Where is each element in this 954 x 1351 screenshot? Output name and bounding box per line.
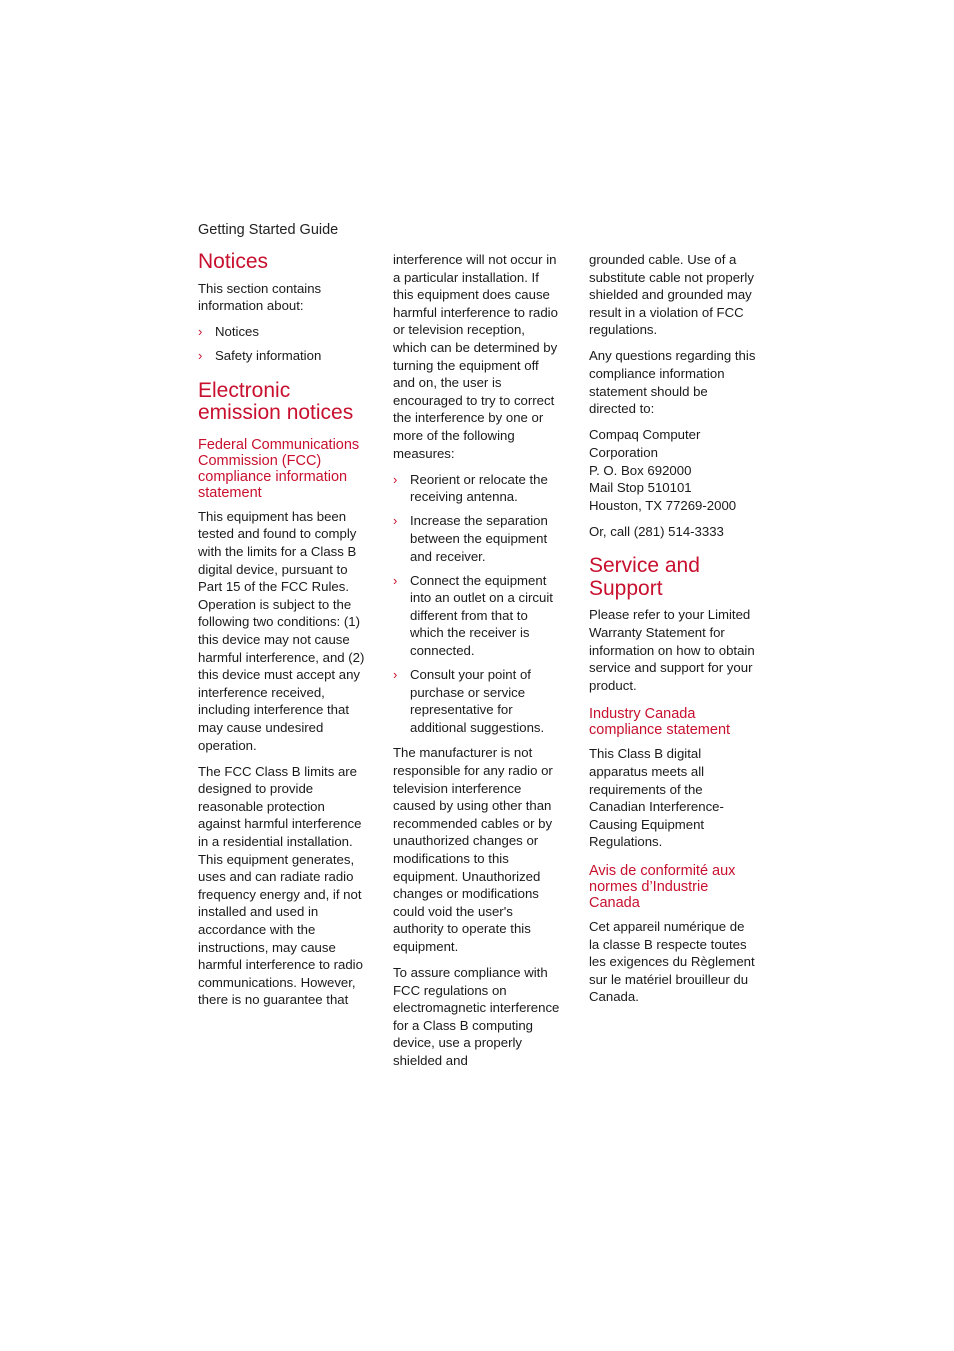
list-item-label: Consult your point of purchase or service representative for additional suggestions. [410,667,545,735]
list-item [393,572,561,660]
column-3 [589,251,757,1014]
contents-list [198,323,366,365]
list-item [198,347,366,365]
list-item-label: Safety information [215,348,322,364]
compliance-paragraph: To assure compliance with FCC regulations on electromagnetic interference for a Class B computing device, use a properly shielded and [393,965,560,1069]
measures-list [393,471,561,737]
manufacturer-paragraph: The manufacturer is not responsible for any radio or television interference caused by using other than recommended cables or by unauthorized changes or modifications to this equipment. Unauthorized changes or modifications could void the user's authority to operate this equipment. [393,745,553,954]
interference-paragraph: interference will not occur in a particular installation. If this equipment does cause harmful interference to radio or television reception, which can be determined by turning the equipment off and on, the user is encouraged to try to correct the interference by one or more of the following measures: [393,252,558,461]
industry-canada-paragraph: This Class B digital apparatus meets all requirements of the Canadian Interference-Causing Equipment Regulations. [589,746,724,850]
avis-paragraph: Cet appareil numérique de la classe B respecte toutes les exigences du Règlement sur le matériel brouilleur du Canada. [589,918,755,1005]
avis-heading: Avis de conformité aux normes d’Industrie Canada [589,862,736,911]
address-line: P. O. Box 692000 [589,462,692,478]
list-item-label: Increase the separation between the equipment and receiver. [410,513,548,564]
address-line: Mail Stop 510101 [589,480,692,496]
service-support-heading: Service and Support [589,554,700,600]
list-item [393,666,561,736]
running-head: Getting Started Guide [198,222,339,238]
list-item [393,512,561,565]
fcc-paragraph-2: The FCC Class B limits are designed to provide reasonable protection against harmful interference in a residential installation. This equipment generates, uses and can radiate radio frequency energy and, if not installed and used in accordance with the instructions, may cause harmful interference to radio communications. However, there is no guarantee that [198,763,363,1008]
service-paragraph: Please refer to your Limited Warranty Statement for information on how to obtain service and support for your product. [589,607,755,693]
list-item-label: Notices [215,324,259,340]
list-item [393,471,561,506]
chevron-right-icon: › [198,324,203,340]
questions-paragraph: Any questions regarding this compliance information statement should be directed to: [589,348,756,417]
address-line: Houston, TX 77269-2000 [589,497,737,513]
notices-heading: Notices [198,250,269,273]
fcc-heading: Federal Communications Commission (FCC) compliance information statement [198,436,360,501]
chevron-right-icon: › [393,513,398,529]
list-item-label: Reorient or relocate the receiving antenna. [410,471,548,505]
intro-text: This section contains information about: [198,280,322,314]
column-2 [393,251,561,1078]
list-item [198,323,366,341]
address-line: Compaq Computer Corporation [589,427,701,460]
fcc-paragraph-1: This equipment has been tested and found to comply with the limits for a Class B digital device, pursuant to Part 15 of the FCC Rules. Operation is subject to the following two conditions: (1) this device may not cause harmful interference, and (2) this device must accept any interference received, including interference that may cause undesired operation. [198,508,365,753]
address-block [589,426,757,514]
list-item-label: Connect the equipment into an outlet on a circuit different from that to which the receiver is connected. [410,572,553,658]
chevron-right-icon: › [393,667,398,683]
cable-paragraph: grounded cable. Use of a substitute cable not properly shielded and grounded may result in a violation of FCC regulations. [589,252,754,338]
electronic-emission-heading: Electronic emission notices [198,378,354,425]
chevron-right-icon: › [198,348,203,364]
industry-canada-heading: Industry Canada compliance statement [589,706,731,739]
column-1 [198,251,366,1018]
phone-line: Or, call (281) 514-3333 [589,523,724,539]
chevron-right-icon: › [393,572,398,588]
chevron-right-icon: › [393,471,398,487]
